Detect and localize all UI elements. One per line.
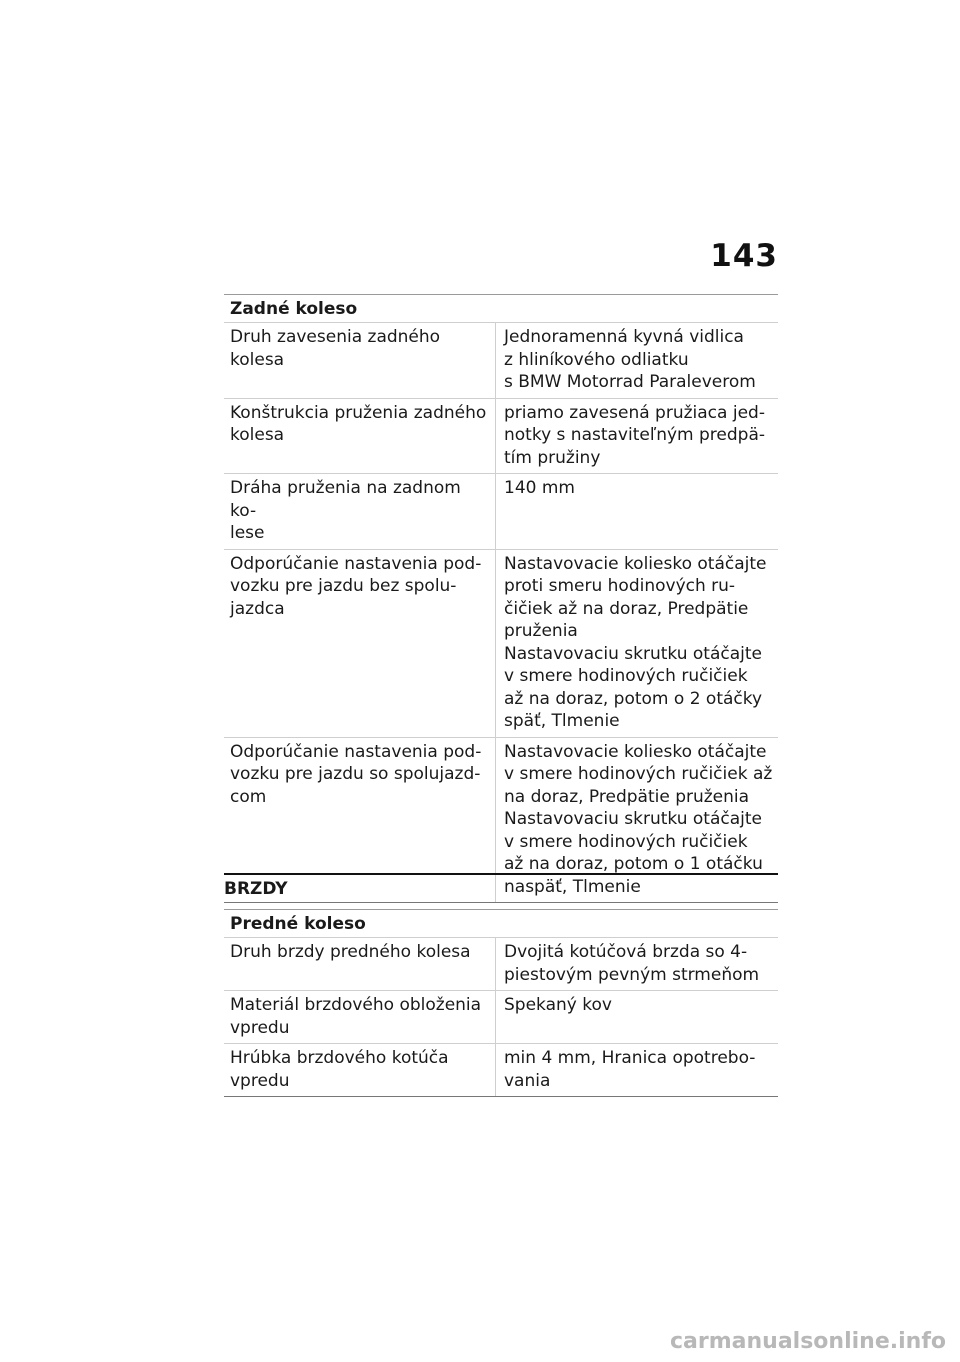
- label-line: vozku pre jazdu bez spolu-: [230, 576, 457, 596]
- value-line: proti smeru hodinových ru-: [504, 576, 736, 596]
- label-line: vozku pre jazdu so spolujazd-: [230, 764, 481, 784]
- brakes-section-title: BRZDY: [224, 873, 778, 900]
- table-end-rule: [224, 1096, 778, 1097]
- label-line: Konštrukcia pruženia zadného: [230, 402, 487, 423]
- value-line: Nastavovacie koliesko otáčajte: [504, 553, 767, 574]
- value-line: vania: [504, 1070, 551, 1091]
- value-line: v smere hodinových ručičiek až: [504, 764, 773, 784]
- label-line: lese: [230, 523, 265, 543]
- page-number: 143: [710, 238, 778, 274]
- row-label: [224, 938, 495, 990]
- table-row: [224, 937, 778, 990]
- value-line: čičiek až na doraz, Predpätie: [504, 598, 749, 619]
- row-value: [495, 474, 778, 549]
- label-line: Dráha pruženia na zadnom ko-: [230, 478, 461, 521]
- front-wheel-rows: [224, 937, 778, 1096]
- value-line: min 4 mm, Hranica opotrebo-: [504, 1048, 756, 1068]
- label-line: Hrúbka brzdového kotúča: [230, 1048, 449, 1068]
- value-line: v smere hodinových ručičiek: [504, 666, 748, 686]
- rear-wheel-table: [224, 294, 778, 903]
- value-line: s BMW Motorrad Paraleverom: [504, 372, 756, 392]
- front-wheel-title: Predné koleso: [224, 909, 778, 937]
- table-row: [224, 1043, 778, 1096]
- row-value: [495, 1044, 778, 1096]
- rear-wheel-title: Zadné koleso: [224, 294, 778, 322]
- label-line: Druh brzdy predného kolesa: [230, 942, 471, 962]
- row-label: [224, 1044, 495, 1096]
- watermark: carmanualsonline.info: [670, 1329, 946, 1354]
- row-label: [224, 991, 495, 1043]
- value-line: priamo zavesená pružiaca jed-: [504, 402, 765, 423]
- value-line: Nastavovaciu skrutku otáčajte: [504, 643, 762, 664]
- value-line: pruženia: [504, 621, 578, 641]
- label-line: kolesa: [230, 425, 285, 445]
- table-row: [224, 398, 778, 474]
- label-line: vpredu: [230, 1017, 290, 1038]
- label-line: com: [230, 786, 267, 807]
- value-line: notky s nastaviteľným predpä-: [504, 425, 766, 445]
- row-value: [495, 550, 778, 737]
- value-line: piestovým pevným strmeňom: [504, 964, 760, 985]
- value-line: z hliníkového odliatku: [504, 349, 689, 370]
- value-line: Jednoramenná kyvná vidlica: [504, 327, 744, 347]
- table-row: [224, 990, 778, 1043]
- value-line: Nastavovacie koliesko otáčajte: [504, 741, 767, 762]
- value-line: tím pružiny: [504, 447, 601, 468]
- value-line: v smere hodinových ručičiek: [504, 831, 748, 852]
- label-line: jazdca: [230, 598, 285, 619]
- value-line: Dvojitá kotúčová brzda so 4-: [504, 942, 748, 962]
- value-line: 140 mm: [504, 478, 575, 498]
- label-line: Odporúčanie nastavenia pod-: [230, 553, 482, 574]
- value-line: na doraz, Predpätie pruženia: [504, 786, 750, 807]
- value-line: Nastavovaciu skrutku otáčajte: [504, 809, 762, 829]
- table-row: [224, 322, 778, 398]
- table-row: [224, 473, 778, 549]
- label-line: Odporúčanie nastavenia pod-: [230, 741, 482, 762]
- label-line: Druh zavesenia zadného kolesa: [230, 327, 441, 370]
- table-row: [224, 549, 778, 737]
- label-line: Materiál brzdového obloženia: [230, 995, 482, 1015]
- row-value: [495, 991, 778, 1043]
- row-label: [224, 399, 495, 474]
- value-line: až na doraz, potom o 2 otáčky: [504, 688, 763, 709]
- value-line: späť, Tlmenie: [504, 711, 620, 731]
- row-value: [495, 938, 778, 990]
- row-label: [224, 474, 495, 549]
- row-label: [224, 323, 495, 398]
- value-line: naspäť, Tlmenie: [504, 876, 641, 897]
- brakes-section: [224, 873, 778, 1097]
- row-value: [495, 399, 778, 474]
- rear-wheel-rows: [224, 322, 778, 902]
- value-line: Spekaný kov: [504, 995, 612, 1015]
- value-line: až na doraz, potom o 1 otáčku: [504, 854, 763, 874]
- row-label: [224, 550, 495, 737]
- row-value: [495, 323, 778, 398]
- label-line: vpredu: [230, 1070, 290, 1091]
